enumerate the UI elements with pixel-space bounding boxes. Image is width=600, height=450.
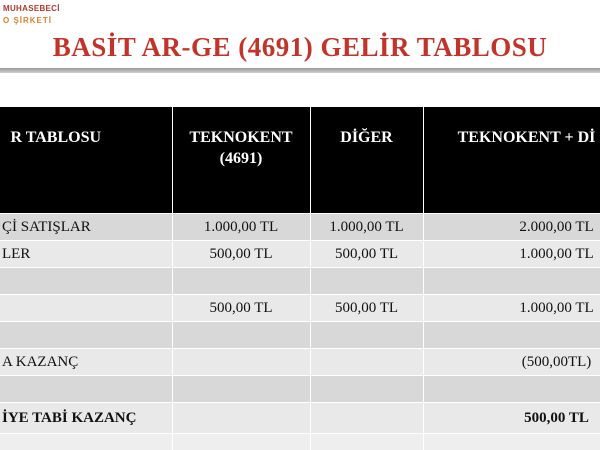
cell-total: 1.000,00 TL <box>423 295 600 322</box>
row-label <box>0 322 172 349</box>
cell-total <box>423 322 600 349</box>
table-row <box>0 268 600 295</box>
total-diger <box>310 403 423 434</box>
table-header-row <box>0 107 600 214</box>
cell-teknokent <box>172 268 310 295</box>
table-row <box>0 214 600 241</box>
income-table <box>0 107 600 450</box>
row-label <box>0 376 172 403</box>
cell-total <box>423 376 600 403</box>
cell-total: 2.000,00 TL <box>423 214 600 241</box>
cell-diger <box>310 268 423 295</box>
table-total-row <box>0 403 600 434</box>
row-label <box>0 295 172 322</box>
row-label: LER <box>0 241 172 268</box>
cell-diger <box>310 376 423 403</box>
table-cell <box>172 434 310 450</box>
cell-teknokent <box>172 322 310 349</box>
table-row <box>0 295 600 322</box>
logo-line-1: MUHASEBECİ <box>3 4 60 13</box>
cell-diger: 1.000,00 TL <box>310 214 423 241</box>
column-header-teknokent: TEKNOKENT (4691) <box>172 107 310 214</box>
total-teknokent <box>172 403 310 434</box>
total-label: İYE TABİ KAZANÇ <box>0 403 172 434</box>
table-row <box>0 349 600 376</box>
cell-diger: 500,00 TL <box>310 295 423 322</box>
logo-line-2: O ŞİRKETİ <box>3 16 53 25</box>
table-cell <box>423 434 600 450</box>
column-header-diger: DİĞER <box>310 107 423 214</box>
cell-total: 1.000,00 TL <box>423 241 600 268</box>
table-row <box>0 434 600 450</box>
table-cell <box>0 434 172 450</box>
row-label: A KAZANÇ <box>0 349 172 376</box>
income-table-viewport <box>0 107 600 450</box>
table-row <box>0 376 600 403</box>
table-row <box>0 241 600 268</box>
slide-title: BASİT AR-GE (4691) GELİR TABLOSU <box>52 32 548 62</box>
table-row <box>0 322 600 349</box>
title-divider <box>0 68 600 73</box>
column-header-item: R TABLOSU <box>0 107 172 214</box>
cell-teknokent: 1.000,00 TL <box>172 214 310 241</box>
cell-total: (500,00TL) <box>423 349 600 376</box>
cell-diger <box>310 322 423 349</box>
table-cell <box>310 434 423 450</box>
cell-teknokent <box>172 349 310 376</box>
cell-total <box>423 268 600 295</box>
row-label <box>0 268 172 295</box>
cell-teknokent: 500,00 TL <box>172 295 310 322</box>
cell-diger: 500,00 TL <box>310 241 423 268</box>
cell-diger <box>310 349 423 376</box>
total-value: 500,00 TL <box>423 403 600 434</box>
cell-teknokent <box>172 376 310 403</box>
cell-teknokent: 500,00 TL <box>172 241 310 268</box>
row-label: Çİ SATIŞLAR <box>0 214 172 241</box>
column-header-total: TEKNOKENT + Dİ <box>423 107 600 214</box>
